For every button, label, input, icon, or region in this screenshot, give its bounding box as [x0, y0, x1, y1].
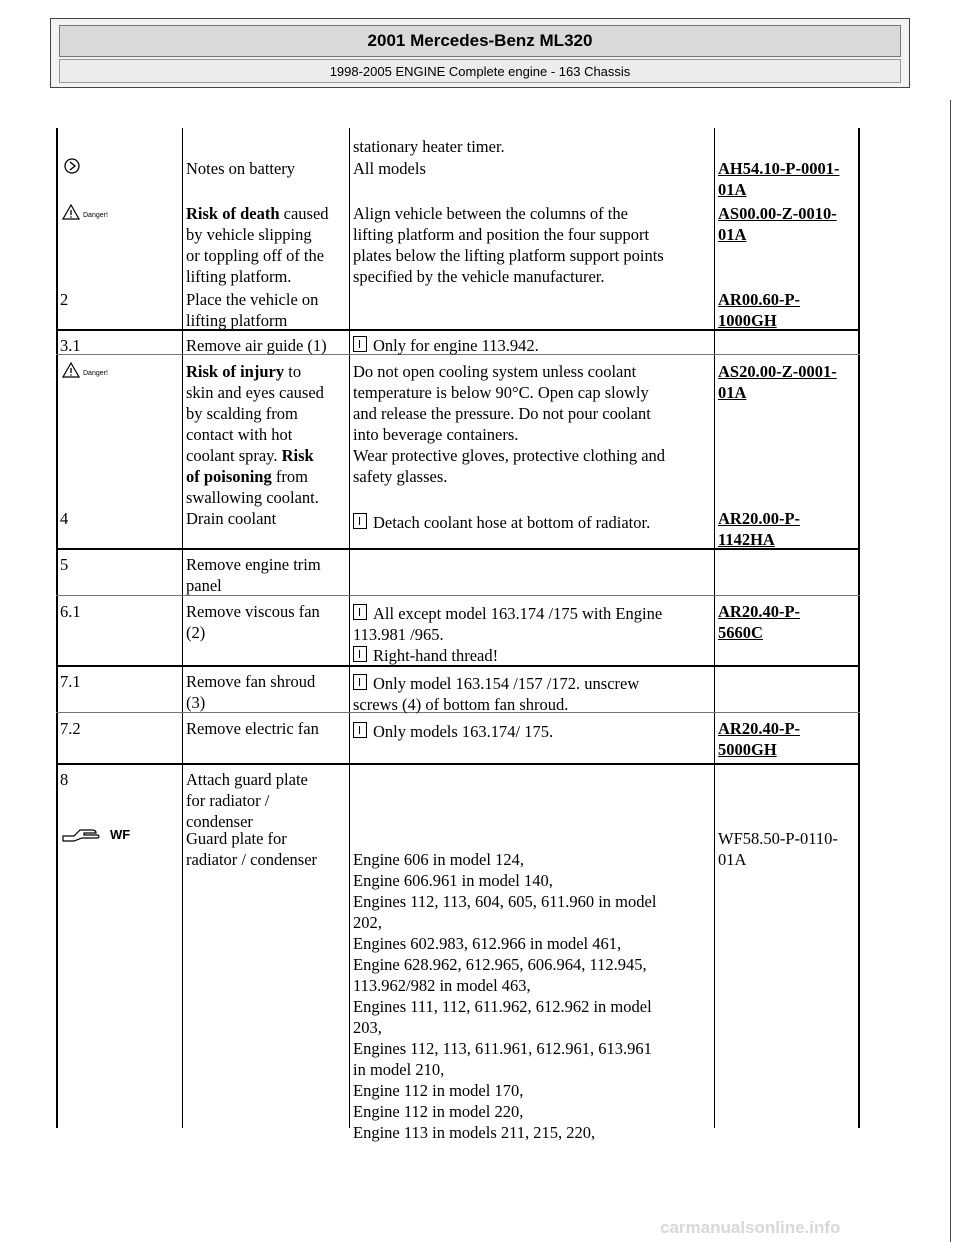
step-note: Detach coolant hose at bottom of radiator.	[353, 512, 650, 533]
step-note: plates below the lifting platform support points	[353, 246, 664, 265]
step-description: Remove fan shroud	[186, 672, 316, 691]
step-note: Right-hand thread!	[353, 645, 498, 666]
step-description: Remove engine trim	[186, 555, 321, 574]
step-note: Only models 163.174/ 175.	[353, 721, 553, 742]
warning-text: Risk of injury to	[186, 362, 302, 381]
table-cell: stationary heater timer.	[353, 137, 505, 156]
step-number: 4	[60, 509, 69, 528]
row-divider	[56, 763, 860, 765]
tool-name: radiator / condenser	[186, 850, 318, 869]
warning-text: by scalding from	[186, 404, 298, 423]
step-note: All except model 163.174 /175 with Engine	[353, 603, 662, 624]
danger-label: Danger!	[83, 212, 108, 219]
step-note: Only for engine 113.942.	[353, 335, 539, 356]
reference-link[interactable]: AH54.10-P-0001-	[718, 159, 840, 178]
step-number: 7.2	[60, 719, 81, 738]
step-description: Remove viscous fan	[186, 602, 320, 621]
warning-text: swallowing coolant.	[186, 488, 319, 507]
tool-application-line: Engine 606 in model 124,	[353, 850, 524, 869]
warning-text: contact with hot	[186, 425, 293, 444]
step-note: Wear protective gloves, protective clothing and	[353, 446, 666, 465]
step-description: condenser	[186, 812, 253, 831]
reference-link[interactable]: 1000GH	[718, 311, 777, 330]
step-note: temperature is below 90°C. Open cap slowly	[353, 383, 649, 402]
reference-link[interactable]: AR00.60-P-	[718, 290, 801, 309]
step-description: Notes on battery	[186, 159, 296, 178]
step-number: 3.1	[60, 336, 81, 355]
tool-reference: 01A	[718, 850, 747, 869]
column-divider	[349, 128, 350, 1128]
danger-label: Danger!	[83, 370, 108, 377]
reference-link[interactable]: 01A	[718, 180, 747, 199]
step-description: panel	[186, 576, 222, 595]
note-icon	[353, 722, 367, 738]
step-note: 113.981 /965.	[353, 625, 444, 644]
step-note: All models	[353, 159, 426, 178]
tool-application-line: Engines 111, 112, 611.962, 612.962 in model	[353, 997, 652, 1016]
table-border-left	[56, 128, 58, 1128]
warning-text: coolant spray. Risk	[186, 446, 314, 465]
note-icon	[353, 646, 367, 662]
row-divider	[56, 595, 860, 596]
step-description: Remove electric fan	[186, 719, 319, 738]
tool-application-line: Engines 112, 113, 604, 605, 611.960 in model	[353, 892, 657, 911]
reference-link[interactable]: AS00.00-Z-0010-	[718, 204, 837, 223]
document-subtitle: 1998-2005 ENGINE Complete engine - 163 Chassis	[59, 59, 901, 83]
step-note: Do not open cooling system unless coolant	[353, 362, 637, 381]
step-note: Align vehicle between the columns of the	[353, 204, 628, 223]
reference-link[interactable]: 01A	[718, 225, 747, 244]
step-number: 6.1	[60, 602, 81, 621]
step-note: into beverage containers.	[353, 425, 519, 444]
step-number: 2	[60, 290, 69, 309]
step-number: 5	[60, 555, 69, 574]
warning-text: lifting platform.	[186, 267, 292, 286]
table-border-right	[858, 128, 860, 1128]
warning-text: or toppling off of the	[186, 246, 325, 265]
warning-text: Risk of death caused	[186, 204, 329, 223]
reference-link[interactable]: 5000GH	[718, 740, 777, 759]
note-icon	[353, 336, 367, 352]
column-divider	[714, 128, 715, 1128]
document-title: 2001 Mercedes-Benz ML320	[59, 25, 901, 57]
reference-link[interactable]: 01A	[718, 383, 747, 402]
step-description: Remove air guide (1)	[186, 336, 327, 355]
tool-name: Guard plate for	[186, 829, 287, 848]
tool-application-line: Engine 606.961 in model 140,	[353, 871, 553, 890]
step-description: for radiator /	[186, 791, 270, 810]
step-note: lifting platform and position the four support	[353, 225, 650, 244]
page-edge	[950, 100, 951, 1242]
workshop-equipment-icon	[62, 826, 130, 842]
warning-text: by vehicle slipping	[186, 225, 312, 244]
step-note: screws (4) of bottom fan shroud.	[353, 695, 569, 714]
step-description: (2)	[186, 623, 206, 642]
note-icon	[353, 513, 367, 529]
step-description: (3)	[186, 693, 206, 712]
document-header	[50, 18, 910, 88]
note-icon	[353, 604, 367, 620]
tool-application-line: Engine 113 in models 211, 215, 220,	[353, 1123, 596, 1142]
reference-link[interactable]: AR20.40-P-	[718, 602, 801, 621]
danger-warning-icon	[62, 204, 108, 220]
step-description: Attach guard plate	[186, 770, 308, 789]
tool-application-line: Engine 112 in model 170,	[353, 1081, 524, 1100]
danger-warning-icon	[62, 362, 108, 378]
tool-application-line: in model 210,	[353, 1060, 445, 1079]
tool-application-line: Engine 628.962, 612.965, 606.964, 112.945,	[353, 955, 647, 974]
tool-application-line: 203,	[353, 1018, 382, 1037]
step-description: lifting platform	[186, 311, 288, 330]
step-note: safety glasses.	[353, 467, 448, 486]
step-number: 8	[60, 770, 69, 789]
watermark: carmanualsonline.info	[660, 1218, 841, 1237]
warning-text: skin and eyes caused	[186, 383, 324, 402]
tool-reference: WF58.50-P-0110-	[718, 829, 838, 848]
tool-application-line: 202,	[353, 913, 382, 932]
reference-link[interactable]: 5660C	[718, 623, 763, 642]
step-note: and release the pressure. Do not pour coolant	[353, 404, 651, 423]
step-note: Only model 163.154 /157 /172. unscrew	[353, 673, 639, 694]
tool-application-line: 113.962/982 in model 463,	[353, 976, 531, 995]
step-description: Drain coolant	[186, 509, 277, 528]
note-icon	[353, 674, 367, 690]
column-divider	[182, 128, 183, 1128]
reference-link[interactable]: AR20.40-P-	[718, 719, 801, 738]
tool-application-line: Engines 112, 113, 611.961, 612.961, 613.961	[353, 1039, 652, 1058]
wf-label: WF	[110, 826, 131, 842]
info-icon	[64, 158, 80, 179]
warning-text: of poisoning from	[186, 467, 308, 486]
reference-link[interactable]: 1142HA	[718, 530, 775, 549]
tool-application-line: Engine 112 in model 220,	[353, 1102, 524, 1121]
tool-application-line: Engines 602.983, 612.966 in model 461,	[353, 934, 622, 953]
reference-link[interactable]: AS20.00-Z-0001-	[718, 362, 837, 381]
step-note: specified by the vehicle manufacturer.	[353, 267, 605, 286]
step-description: Place the vehicle on	[186, 290, 319, 309]
reference-link[interactable]: AR20.00-P-	[718, 509, 801, 528]
step-number: 7.1	[60, 672, 81, 691]
